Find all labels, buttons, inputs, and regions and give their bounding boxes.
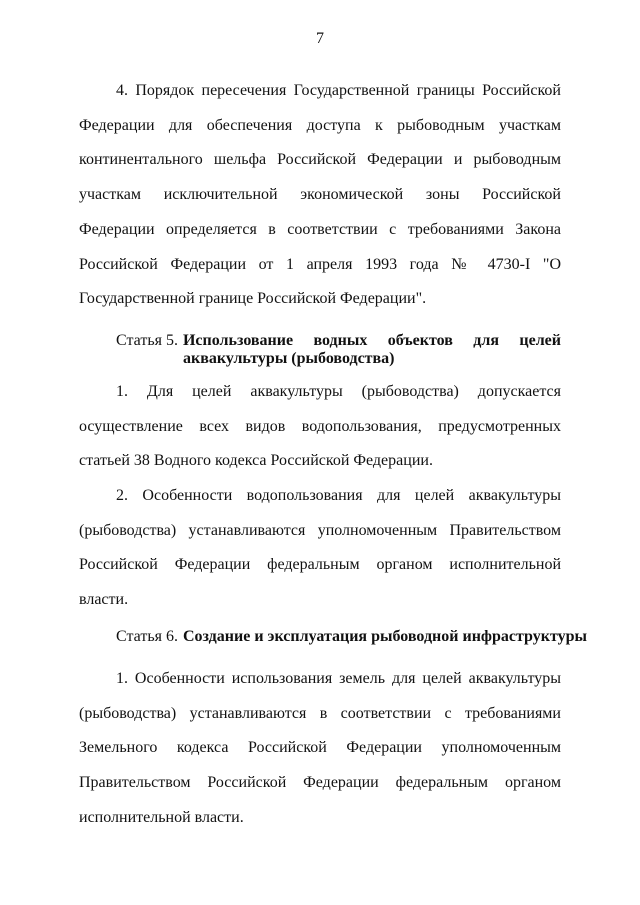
article-6-title: Создание и эксплуатация рыбоводной инфраструктуры (182, 627, 587, 645)
article-5-paragraph-2: 2. Особенности водопользования для целей аквакультуры (рыбоводства) устанавливаются уполномоченным Правительством Российской Федерации федеральным органом исполнительной власти. (79, 487, 561, 609)
document-body (79, 74, 587, 835)
article-5-heading (79, 332, 561, 368)
article-5-paragraph-1: 1. Для целей аквакультуры (рыбоводства) допускается осуществление всех видов водопользования, предусмотренных статьей 38 Водного кодекса Российской Федерации. (79, 382, 561, 470)
paragraph-4: 4. Порядок пересечения Государственной границы Российской Федерации для обеспечения доступа к рыбоводным участкам континентального шельфа Российской Федерации и рыбоводным участкам исключительной экономической зоны Российской Федерации определяется в соответствии с требованиями Закона Российской Федерации от 1 апреля 1993 года № 4730-I "О Государственной границе Российской Федерации". (79, 82, 561, 308)
article-6-paragraph-1: 1. Особенности использования земель для целей аквакультуры (рыбоводства) устанавливаются в соответствии с требованиями Земельного кодекса Российской Федерации уполномоченным Правительством Российской Федерации федеральным органом исполнительной власти. (79, 669, 561, 826)
page-number: 7 (316, 30, 324, 47)
article-5-title: Использование водных объектов для целей аквакультуры (рыбоводства) (182, 331, 561, 367)
article-6-label: Статья 6. (116, 627, 178, 645)
article-5-label: Статья 5. (116, 331, 178, 349)
article-6-heading (79, 627, 587, 646)
